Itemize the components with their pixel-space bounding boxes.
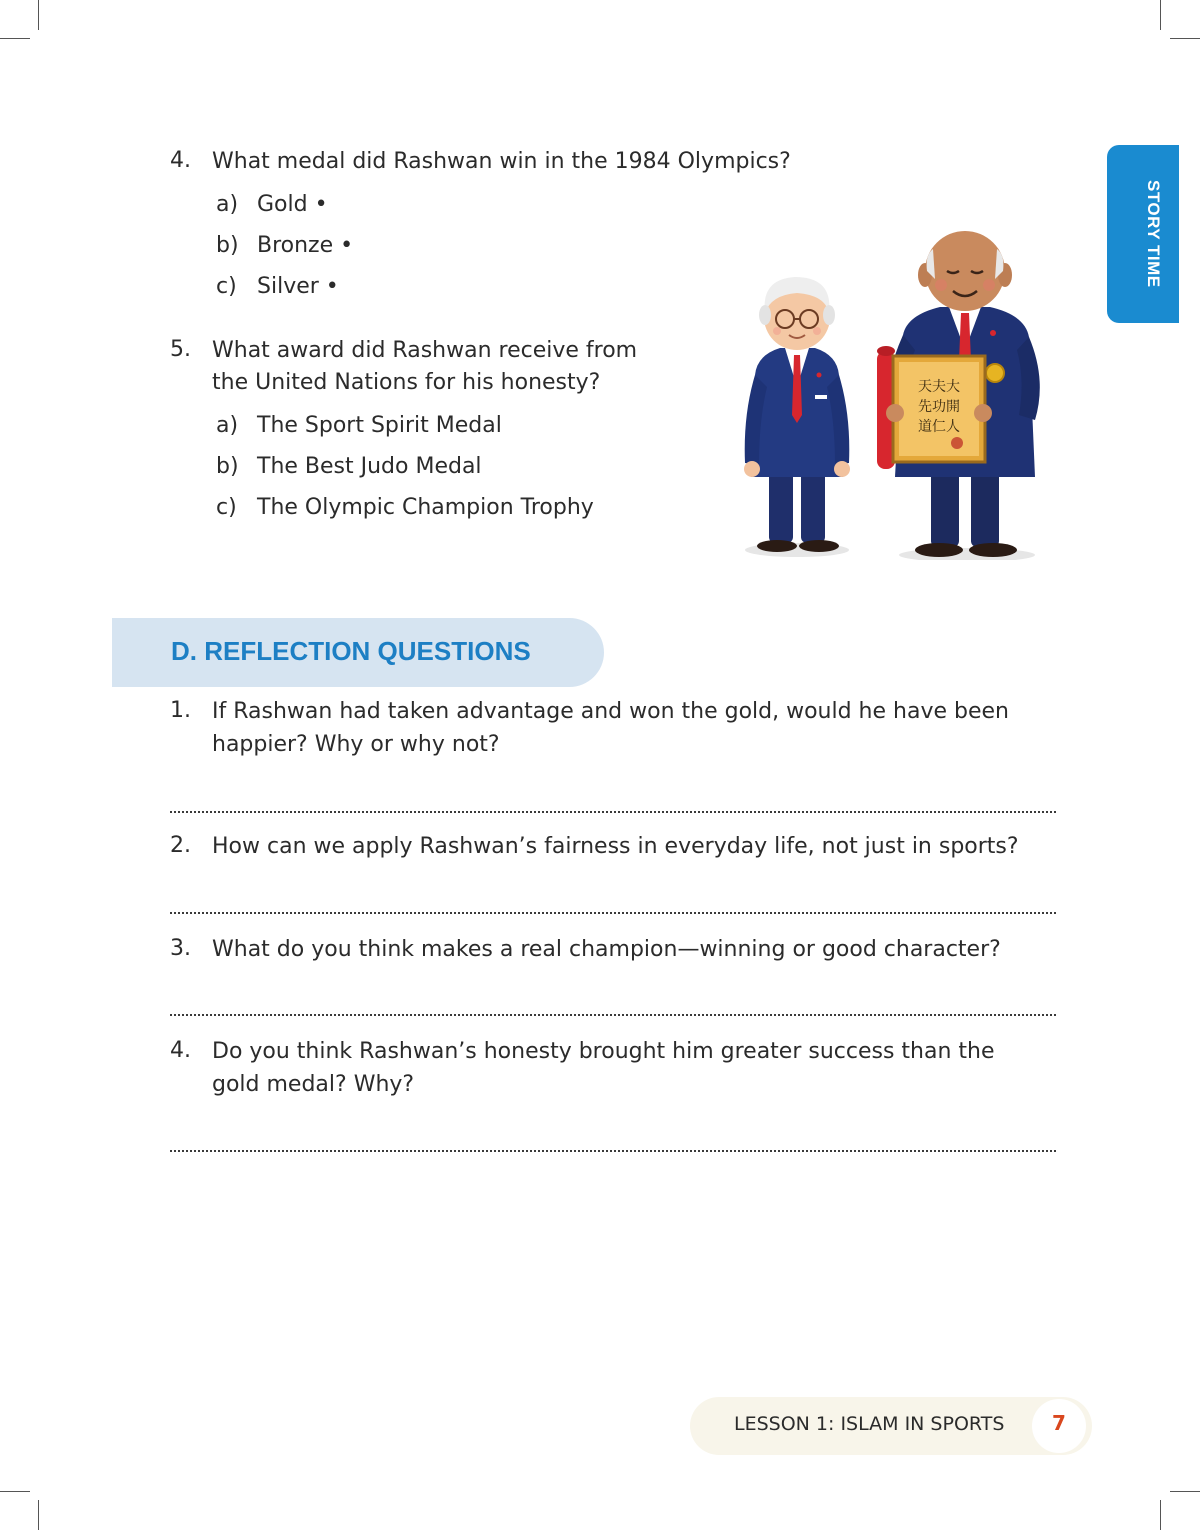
option-text: Bronze •	[257, 233, 354, 258]
certificate-text-line: 先功開	[918, 399, 960, 415]
left-man-figure	[744, 277, 850, 552]
footer-lesson-title: LESSON 1: ISLAM IN SPORTS	[734, 1413, 1005, 1435]
certificate-text-line: 道仁人	[918, 419, 960, 435]
question-text-line-1: Do you think Rashwan’s honesty brought him greater success than the	[212, 1039, 995, 1064]
option-text: Silver •	[257, 274, 339, 299]
crop-mark	[1160, 0, 1161, 30]
story-time-tab-label: STORY TIME	[1144, 180, 1163, 288]
crop-mark	[0, 38, 30, 39]
question-text-line-1: What award did Rashwan receive from	[212, 338, 638, 363]
question-number: 4.	[170, 148, 191, 173]
crop-mark	[1170, 1491, 1200, 1492]
option-letter: a)	[216, 192, 239, 217]
crop-mark	[38, 1500, 39, 1530]
certificate-text-line: 天夫大	[918, 379, 960, 395]
question-text: What do you think makes a real champion—winning or good character?	[212, 937, 1001, 962]
question-number: 4.	[170, 1038, 191, 1063]
right-man-figure	[877, 231, 1040, 557]
question-text-line-2: happier? Why or why not?	[212, 732, 500, 757]
question-number: 2.	[170, 833, 191, 858]
two-men-with-certificate-illustration	[735, 215, 1045, 560]
option-letter: b)	[216, 454, 239, 479]
question-number: 1.	[170, 698, 191, 723]
question-text: How can we apply Rashwan’s fairness in everyday life, not just in sports?	[212, 834, 1019, 859]
page-number: 7	[1052, 1411, 1066, 1435]
answer-line-4[interactable]	[170, 1150, 1056, 1152]
option-letter: a)	[216, 413, 239, 438]
section-heading: D. REFLECTION QUESTIONS	[171, 636, 531, 666]
option-text: The Olympic Champion Trophy	[257, 495, 594, 520]
question-number: 5.	[170, 337, 191, 362]
question-text-line-2: the United Nations for his honesty?	[212, 370, 601, 395]
answer-line-3[interactable]	[170, 1014, 1056, 1016]
crop-mark	[0, 1491, 30, 1492]
crop-mark	[1160, 1500, 1161, 1530]
question-text-line-1: If Rashwan had taken advantage and won the gold, would he have been	[212, 699, 1009, 724]
option-text: Gold •	[257, 192, 328, 217]
answer-line-2[interactable]	[170, 912, 1056, 914]
crop-mark	[1170, 38, 1200, 39]
answer-line-1[interactable]	[170, 811, 1056, 813]
option-letter: c)	[216, 495, 237, 520]
crop-mark	[38, 0, 39, 30]
option-letter: b)	[216, 233, 239, 258]
question-number: 3.	[170, 936, 191, 961]
option-letter: c)	[216, 274, 237, 299]
option-text: The Sport Spirit Medal	[257, 413, 502, 438]
question-text-line-2: gold medal? Why?	[212, 1072, 415, 1097]
option-text: The Best Judo Medal	[257, 454, 482, 479]
question-text: What medal did Rashwan win in the 1984 Olympics?	[212, 149, 791, 174]
